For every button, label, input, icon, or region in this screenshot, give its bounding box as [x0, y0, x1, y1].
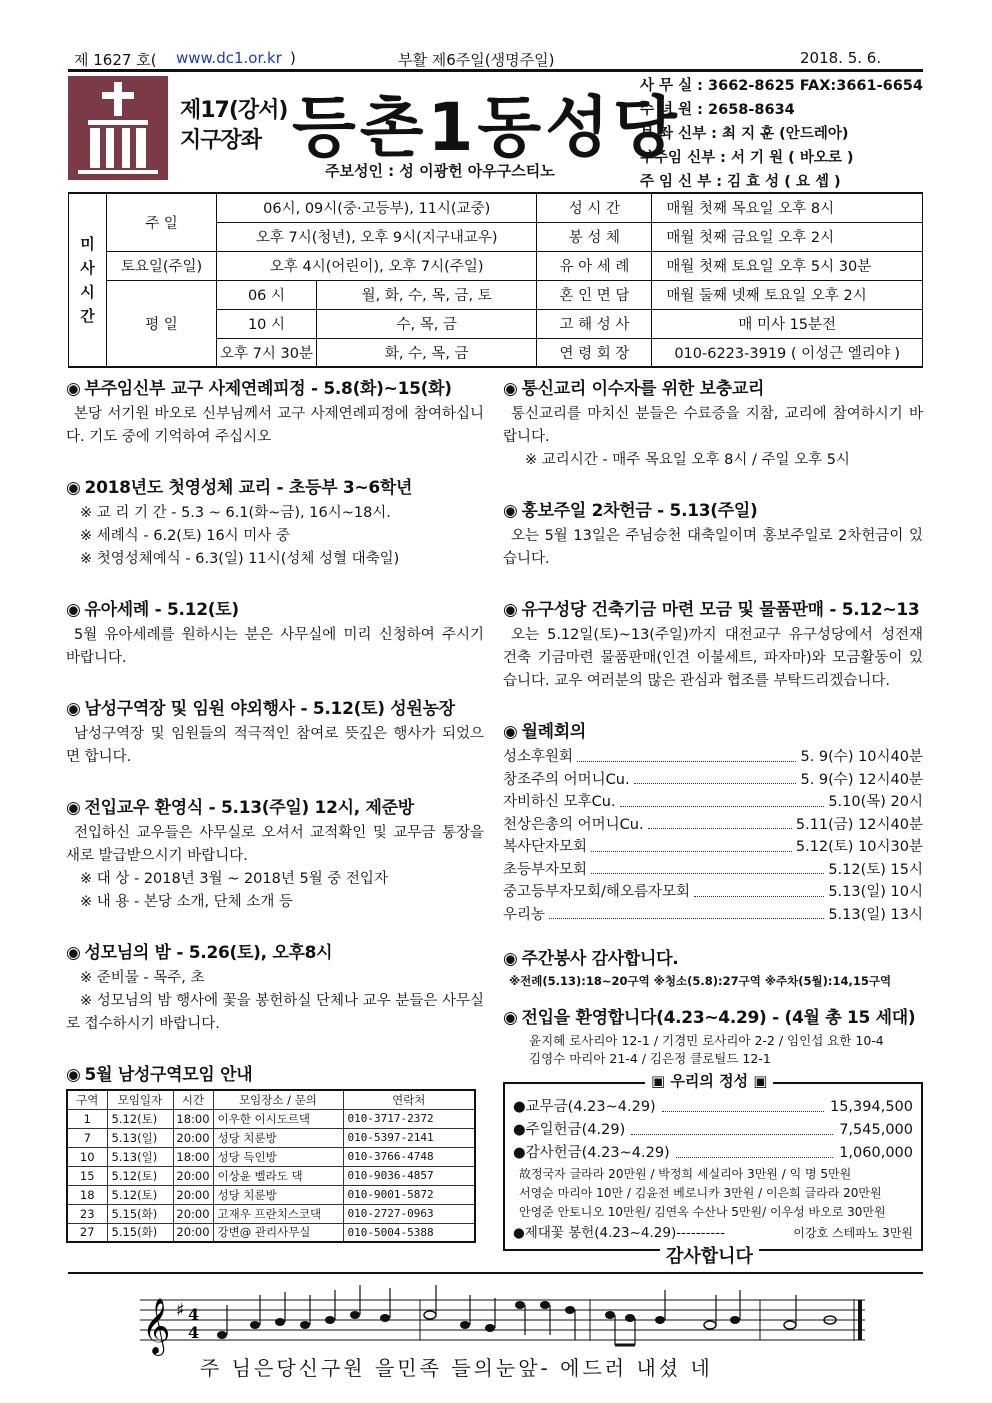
- region-line-2: 지구장좌: [180, 128, 262, 153]
- service-value: 매월 첫째 목요일 오후 8시: [652, 193, 923, 222]
- list-item: 중고등부자모회/해오름자모회 5.13(일) 10시: [503, 881, 923, 904]
- notice-note: ※ 대 상 - 2018년 3월 ~ 2018년 5월 중 전입자: [80, 871, 388, 887]
- notice-first-communion: [66, 473, 484, 571]
- notice-title: ◉ 부주임신부 교구 사제연례피정 - 5.8(화)~15(화): [66, 379, 452, 399]
- issue-date: 2018. 5. 6.: [800, 49, 882, 67]
- office-line: 수 녀 원 : 2658-8634: [640, 102, 795, 118]
- issue-number-suffix: ): [290, 49, 296, 67]
- notice-title: ◉ 유아세례 - 5.12(토): [66, 600, 239, 620]
- saturday-times: 오후 4시(어린이), 오후 7시(주일): [217, 251, 537, 280]
- service-value: 매월 첫째 금요일 오후 2시: [652, 222, 923, 251]
- notice-title: ◉ 주간봉사 감사합니다.: [503, 949, 679, 969]
- weekday-label: 평 일: [107, 280, 217, 367]
- service-value: 매월 첫째 토요일 오후 5시 30분: [652, 251, 923, 280]
- notice-body: 본당 서기원 바오로 신부님께서 교구 사제연례피정에 참여하십니다. 기도 중에 기억하여 주십시오: [66, 406, 484, 445]
- notice-outing: [66, 694, 484, 769]
- service-label: 성 시 간: [537, 193, 652, 222]
- offering-box: [503, 1072, 923, 1251]
- notice-new-members: [503, 1003, 923, 1068]
- notice-supplementary-catechism: [503, 374, 923, 472]
- service-label: 연 령 회 장: [537, 338, 652, 367]
- weekday-time: 오후 7시 30분: [217, 338, 317, 367]
- thanks-text: 감사합니다: [660, 1242, 759, 1268]
- table-row: 27 5.15(화) 20:00 강변@ 관리사무실 010-5004-5388: [67, 1223, 475, 1242]
- notice-note: ※ 내 용 - 본당 소개, 단체 소개 등: [80, 894, 293, 910]
- notice-body: 오는 5.12일(토)~13(주일)까지 대전교구 유구성당에서 성전재건축 기금마련 물품판매(인견 이불세트, 파자마)와 모금활동이 있습니다. 교우 여러분의 많은 관심과 협조를 부탁드리겠습니다.: [503, 627, 923, 689]
- notice-title: ◉ 5월 남성구역모임 안내: [66, 1065, 253, 1085]
- notice-building-fund: [503, 595, 923, 693]
- notice-title: ◉ 통신교리 이수자를 위한 보충교리: [503, 379, 765, 399]
- svg-text:4: 4: [188, 1305, 200, 1324]
- saturday-label: 토요일(주일): [107, 251, 217, 280]
- notice-monthly-meetings: [503, 717, 923, 926]
- column-header: 연락처: [343, 1090, 475, 1109]
- notice-retreat: [66, 374, 484, 449]
- table-row: 18 5.12(토) 20:00 성당 치룬방 010-9001-5872: [67, 1185, 475, 1204]
- notice-body: 통신교리를 마치신 분들은 수료증을 지참, 교리에 참여하시기 바랍니다.: [503, 406, 923, 445]
- church-name: 등촌1동성당: [292, 89, 681, 166]
- column-header: 시간: [173, 1090, 213, 1109]
- weekday-days: 월, 화, 수, 목, 금, 토: [317, 280, 537, 309]
- offering-row: ●교무금(4.23~4.29) 15,394,500: [513, 1096, 913, 1119]
- table-row: 10 5.13(일) 18:00 성당 득인방 010-3766-4748: [67, 1147, 475, 1166]
- offering-row: ●감사헌금(4.23~4.29) 1,060,000: [513, 1142, 913, 1165]
- parish-region: [180, 96, 287, 156]
- church-cross-logo-icon: [68, 76, 168, 180]
- office-line: 보 좌 신부 : 최 지 훈 (안드레아): [640, 126, 849, 142]
- donor-line: 안영준 안토니오 10만원/ 김연옥 수산나 5만원/ 이우성 바오로 30만원: [519, 1205, 886, 1219]
- list-item: 초등부자모회 5.12(토) 15시: [503, 859, 923, 882]
- svg-text:♯: ♯: [176, 1300, 185, 1321]
- service-label: 봉 성 체: [537, 222, 652, 251]
- notice-title: ◉ 홍보주일 2차헌금 - 5.13(주일): [503, 501, 758, 521]
- list-item: 자비하신 모후Cu. 5.10(목) 20시: [503, 791, 923, 814]
- liturgical-week: 부활 제6주일(생명주일): [398, 51, 555, 69]
- region-line-1: 제17(강서): [180, 98, 288, 123]
- notice-title: ◉ 성모님의 밤 - 5.26(토), 오후8시: [66, 943, 333, 963]
- patron-saint: 주보성인 : 성 이광헌 아우구스티노: [325, 162, 555, 180]
- weekday-time: 10 시: [217, 309, 317, 338]
- service-value: 매월 둘째 넷째 토요일 오후 2시: [652, 280, 923, 309]
- column-header: 구역: [67, 1090, 107, 1109]
- service-label: 고 해 성 사: [537, 309, 652, 338]
- left-column: [66, 374, 484, 1243]
- notice-welcome: [66, 793, 484, 914]
- list-item: 창조주의 어머니Cu. 5. 9(수) 12시40분: [503, 769, 923, 792]
- notice-title: ◉ 전입을 환영합니다(4.23~4.29) - (4월 총 15 세대): [503, 1008, 916, 1028]
- list-item: 천상은총의 어머니Cu. 5.11(금) 12시40분: [503, 814, 923, 837]
- table-row: 7 5.13(일) 20:00 성당 치룬방 010-5397-2141: [67, 1128, 475, 1147]
- notice-second-collection: [503, 496, 923, 571]
- men-meeting-table: [66, 1089, 476, 1243]
- notice-title: ◉ 유구성당 건축기금 마련 모금 및 물품판매 - 5.12~13: [503, 600, 920, 620]
- notice-note: ※ 세례식 - 6.2(토) 16시 미사 중: [80, 528, 290, 544]
- notice-note: ※ 준비물 - 목주, 초: [80, 970, 205, 986]
- notice-men-meetings: [66, 1060, 484, 1243]
- donor-line: 서영순 마리아 10만 / 김윤전 베로니카 3만원 / 이은희 글라라 20만원: [519, 1186, 882, 1200]
- column-header: 모임일자: [107, 1090, 173, 1109]
- notice-title: ◉ 월례회의: [503, 722, 587, 742]
- office-line: 주 임 신 부 : 김 효 성 ( 요 셉 ): [640, 174, 841, 190]
- table-row: 15 5.12(토) 20:00 이상윤 벨라도 댁 010-9036-4857: [67, 1166, 475, 1185]
- issue-info-bar: [68, 48, 923, 72]
- website-link[interactable]: www.dc1.or.kr: [176, 49, 282, 67]
- right-column: [503, 374, 923, 1251]
- notice-mary-night: [66, 938, 484, 1036]
- notice-weekly-service: [503, 944, 923, 989]
- new-member-line: 김영수 마리아 21-4 / 김은정 클로틸드 12-1: [529, 1051, 771, 1066]
- notice-infant-baptism: [66, 595, 484, 670]
- service-label: 혼 인 면 담: [537, 280, 652, 309]
- flower-offering-row: ●제대꽃 봉헌(4.23~4.29)---------- 이강호 스테파노 3만원: [513, 1225, 913, 1241]
- notice-body: 전입하신 교우들은 사무실로 오셔서 교적확인 및 교무금 통장을 새로 발급받으시기 바랍니다.: [66, 825, 484, 864]
- office-line: 부주임 신부 : 서 기 원 ( 바오로 ): [640, 150, 854, 166]
- weekday-days: 화, 수, 목, 금: [317, 338, 537, 367]
- hymn-lyrics: 주 님은당신구원 을민족 들의눈앞- 에드러 내셨 네: [200, 1356, 713, 1380]
- footer-divider: [68, 1272, 923, 1274]
- service-groups: ※전례(5.13):18~20구역 ※청소(5.8):27구역 ※주차(5월):14,15구역: [509, 974, 892, 988]
- list-item: 우리농 5.13(일) 13시: [503, 904, 923, 927]
- mass-time-label: 미 사 시 간: [69, 193, 107, 367]
- notice-title: ◉ 남성구역장 및 임원 야외행사 - 5.12(토) 성원농장: [66, 699, 455, 719]
- notice-note: ※ 성모님의 밤 행사에 꽃을 봉헌하실 단체나 교우 분들은 사무실로 접수하시기 바랍니다.: [66, 993, 484, 1032]
- svg-text:4: 4: [188, 1323, 200, 1342]
- sunday-label: 주 일: [107, 193, 217, 251]
- offering-row: ●주일헌금(4.29) 7,545,000: [513, 1119, 913, 1142]
- weekday-days: 수, 목, 금: [317, 309, 537, 338]
- sunday-times-2: 오후 7시(청년), 오후 9시(지구내교우): [217, 222, 537, 251]
- notice-title: ◉ 2018년도 첫영성체 교리 - 초등부 3~6학년: [66, 478, 413, 498]
- new-member-line: 윤지혜 로사리아 12-1 / 기경민 로사리아 2-2 / 임인섭 요한 10-4: [529, 1033, 884, 1048]
- notice-body: 5월 유아세례를 원하시는 분은 사무실에 미리 신청하여 주시기 바랍니다.: [66, 627, 484, 666]
- sunday-times-1: 06시, 09시(중·고등부), 11시(교중): [217, 193, 537, 222]
- service-value: 매 미사 15분전: [652, 309, 923, 338]
- issue-number-prefix: 제 1627 호(: [74, 51, 157, 69]
- notice-title: ◉ 전입교우 환영식 - 5.13(주일) 12시, 제준방: [66, 798, 414, 818]
- notice-note: ※ 교 리 기 간 - 5.3 ~ 6.1(화~금), 16시~18시.: [80, 505, 391, 521]
- offering-title: ▣ 우리의 정성 ▣: [645, 1070, 773, 1091]
- office-contacts: [640, 74, 923, 194]
- list-item: 성소후원회 5. 9(수) 10시40분: [503, 746, 923, 769]
- column-header: 모임장소 / 문의: [213, 1090, 343, 1109]
- service-label: 유 아 세 례: [537, 251, 652, 280]
- notice-body: 남성구역장 및 임원들의 적극적인 참여로 뜻깊은 행사가 되었으면 합니다.: [66, 726, 484, 765]
- notice-body: 오는 5월 13일은 주님승천 대축일이며 홍보주일로 2차헌금이 있습니다.: [503, 528, 923, 567]
- table-row: 1 5.12(토) 18:00 이우한 이시도르댁 010-3717-2372: [67, 1109, 475, 1128]
- weekday-time: 06 시: [217, 280, 317, 309]
- office-line: 사 무 실 : 3662-8625 FAX:3661-6654: [640, 78, 923, 94]
- table-row: 23 5.15(화) 20:00 고재우 프란치스코댁 010-2727-0963: [67, 1204, 475, 1223]
- list-item: 복사단자모회 5.12(토) 10시30분: [503, 836, 923, 859]
- mass-schedule-table: [68, 192, 923, 368]
- donor-line: 故정국자 글라라 20만원 / 박정희 세실리아 3만원 / 익 명 5만원: [519, 1167, 852, 1181]
- notice-note: ※ 교리시간 - 매주 목요일 오후 8시 / 주일 오후 5시: [525, 452, 850, 468]
- svg-text:𝄞: 𝄞: [142, 1298, 171, 1354]
- notice-note: ※ 첫영성체예식 - 6.3(일) 11시(성체 성혈 대축일): [80, 551, 400, 567]
- service-value: 010-6223-3919 ( 이성근 엘리야 ): [652, 338, 923, 367]
